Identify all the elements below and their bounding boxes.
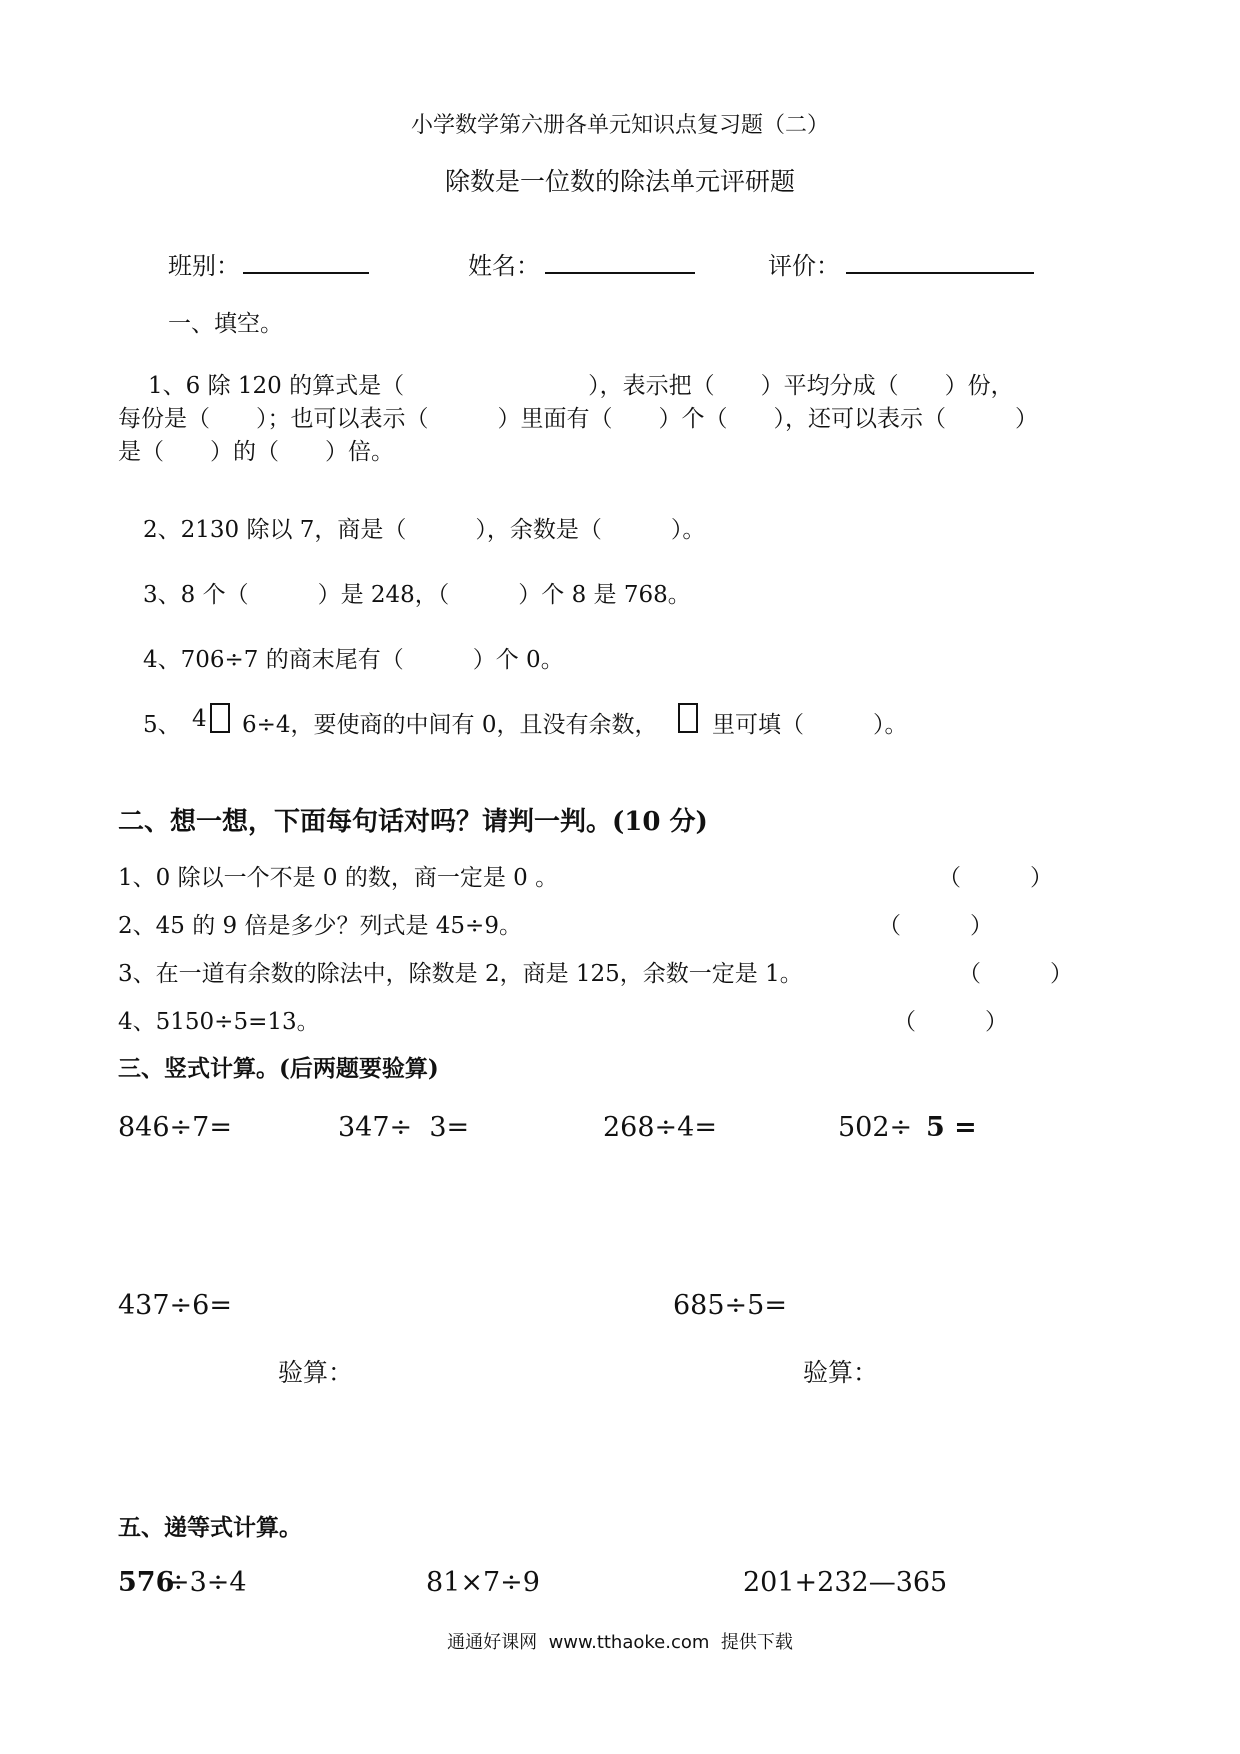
page-title: 小学数学第六册各单元知识点复习题（二） (410, 113, 829, 138)
calc-846-div-7: 846÷7= (118, 1112, 232, 1143)
calc-502-div-5: 5 = (926, 1112, 977, 1143)
check-label-1: 验算： (278, 1358, 354, 1387)
judge-paren-4[interactable]: （ ） (893, 1009, 1008, 1035)
q3-text: 3、8 个（ ）是 248，（ ）个 8 是 768。 (143, 582, 691, 608)
judge-paren-3[interactable]: （ ） (958, 961, 1073, 987)
calc-502-div: 502÷ (838, 1112, 913, 1143)
judge-paren-1[interactable]: （ ） (938, 865, 1053, 891)
q1-line2: 每份是（ ）；也可以表示（ ）里面有（ ）个（ ），还可以表示（ ） (118, 406, 1038, 432)
expr-201-plus-232-minus-365: 201+232—365 (743, 1567, 948, 1598)
calc-685-div-5: 685÷5= (673, 1290, 787, 1321)
eval-label: 评价： (768, 252, 840, 280)
name-blank[interactable] (545, 272, 695, 274)
calc-437-div-6: 437÷6= (118, 1290, 232, 1321)
check-label-2: 验算： (803, 1358, 879, 1387)
class-label: 班别： (168, 252, 240, 280)
judge-item-2: 2、45 的 9 倍是多少？列式是 45÷9。 (118, 913, 522, 939)
q1-line1: 1、6 除 120 的算式是（ ），表示把（ ）平均分成（ ）份， (148, 373, 1014, 399)
eval-blank[interactable] (846, 272, 1034, 274)
calc-347-div-3: 347÷ 3= (338, 1112, 470, 1143)
section1-heading: 一、填空。 (168, 311, 283, 337)
calc-268-div-4: 268÷4= (603, 1112, 717, 1143)
section2-heading: 二、想一想，下面每句话对吗？请判一判。(10 分) (118, 807, 708, 837)
class-blank[interactable] (243, 272, 369, 274)
expr-81-times-7-div-9: 81×7÷9 (426, 1567, 540, 1598)
judge-item-3: 3、在一道有余数的除法中，除数是 2，商是 125，余数一定是 1。 (118, 961, 803, 987)
q5-blank-box[interactable] (210, 703, 230, 733)
expr-576-bold: 576 (118, 1567, 175, 1598)
name-label: 姓名： (468, 252, 540, 280)
judge-paren-2[interactable]: （ ） (878, 913, 993, 939)
section5-heading: 五、递等式计算。 (118, 1514, 302, 1541)
page-subtitle: 除数是一位数的除法单元评研题 (444, 167, 795, 196)
expr-576-rest: ÷3÷4 (167, 1567, 247, 1598)
q5-blank-box-2[interactable] (678, 703, 698, 733)
footer-text: 通通好课网 www.tthaoke.com 提供下载 (447, 1632, 793, 1653)
section3-heading: 三、竖式计算。(后两题要验算) (118, 1055, 439, 1082)
q5-digit-a: 4 (192, 706, 207, 732)
judge-item-4: 4、5150÷5=13。 (118, 1009, 320, 1035)
judge-item-1: 1、0 除以一个不是 0 的数，商一定是 0 。 (118, 865, 559, 891)
q5-text-b: 6÷4，要使商的中间有 0，且没有余数， (242, 712, 658, 738)
q5-num: 5、 (143, 712, 181, 738)
q4-text: 4、706÷7 的商末尾有（ ）个 0。 (143, 647, 564, 673)
q5-text-c: 里可填（ ）。 (712, 712, 908, 738)
q1-line3: 是（ ）的（ ）倍。 (118, 439, 394, 465)
q2-text: 2、2130 除以 7，商是（ ），余数是（ ）。 (143, 517, 706, 543)
